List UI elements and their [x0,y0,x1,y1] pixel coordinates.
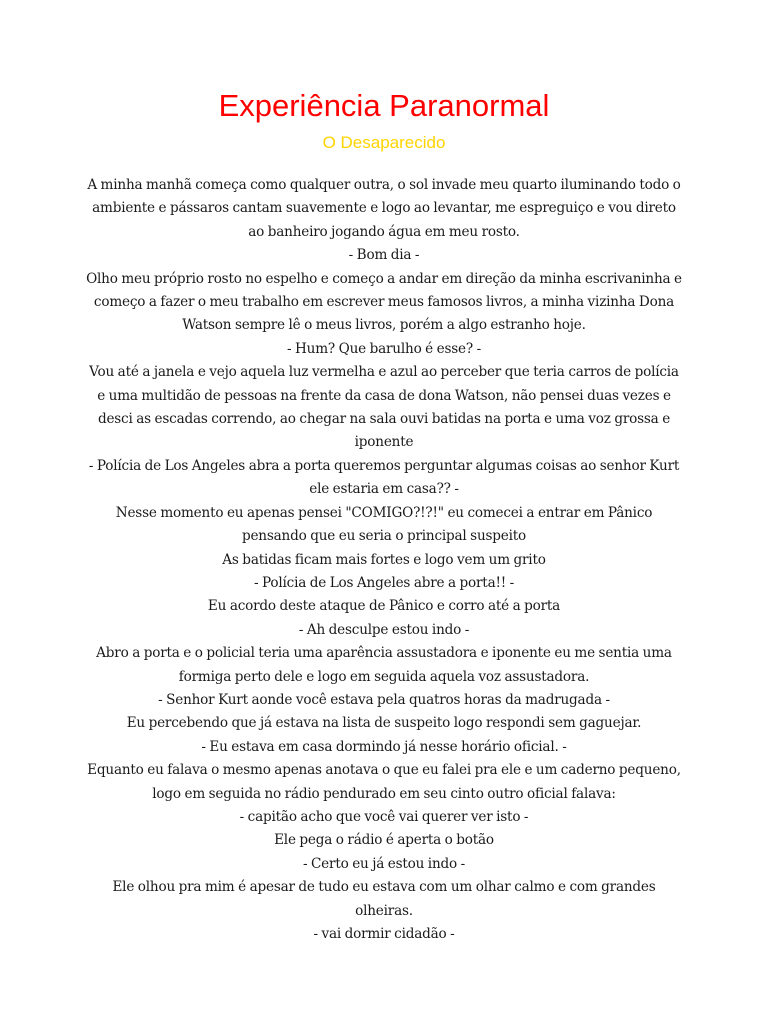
paragraph: - vai dormir cidadão - [313,926,455,942]
paragraph: Eu percebendo que já estava na lista de suspeito logo respondi sem gaguejar. [126,715,642,732]
paragraph: - Polícia de Los Angeles abre a porta!! - [253,574,515,591]
paragraph: - Bom dia - [348,247,420,264]
paragraph: - Ah desculpe estou indo - [298,621,470,638]
story-body [84,174,684,946]
paragraph: Ele pega o rádio é aperta o botão [274,832,494,849]
paragraph: - Eu estava em casa dormindo já nesse horário oficial. - [201,738,567,755]
paragraph: As batidas ficam mais fortes e logo vem um grito [222,551,546,568]
paragraph: Olho meu próprio rosto no espelho e começo a andar em direção da minha escrivaninha e começo a fazer o meu trabalho em escrever meus famosos livros, a minha vizinha Dona Watson sempre lê o meus livros, porém a algo estranho hoje. [86,270,682,334]
paragraph: Equanto eu falava o mesmo apenas anotava o que eu falei pra ele e um caderno pequeno, logo em seguida no rádio pendurado em seu cinto outro oficial falava: [87,762,681,802]
paragraph: Ele olhou pra mim é apesar de tudo eu estava com um olhar calmo e com grandes olheiras. [112,879,656,919]
paragraph: Nesse momento eu apenas pensei "COMIGO?!?!" eu comecei a entrar em Pânico pensando que eu seria o principal suspeito [115,504,653,545]
paragraph: - capitão acho que você vai querer ver isto - [239,808,529,825]
paragraph: Vou até a janela e vejo aquela luz vermelha e azul ao perceber que teria carros de polícia e uma multidão de pessoas na frente da casa de dona Watson, não pensei duas vezes e desci as escadas correndo, ao chegar na sala ouvi batidas na porta e uma voz grossa e iponente [89,364,679,451]
paragraph: Eu acordo deste ataque de Pânico e corro até a porta [207,598,561,615]
paragraph: - Polícia de Los Angeles abra a porta queremos perguntar algumas coisas ao senhor Kurt ele estaria em casa?? - [88,457,680,498]
paragraph: A minha manhã começa como qualquer outra, o sol invade meu quarto iluminando todo o ambiente e pássaros cantam suavemente e logo ao levantar, me espreguiço e vou direto ao banheiro jogando água em meu rosto. [87,177,681,240]
paragraph: - Hum? Que barulho é esse? - [287,340,481,357]
paragraph: - Senhor Kurt aonde você estava pela quatros horas da madrugada - [158,691,610,708]
page-subtitle: O Desaparecido [322,133,446,152]
page-title: Experiência Paranormal [218,88,550,123]
paragraph: Abro a porta e o policial teria uma aparência assustadora e iponente eu me sentia uma formiga perto dele e logo em seguida aquela voz assustadora. [96,645,672,685]
paragraph: - Certo eu já estou indo - [302,855,466,872]
